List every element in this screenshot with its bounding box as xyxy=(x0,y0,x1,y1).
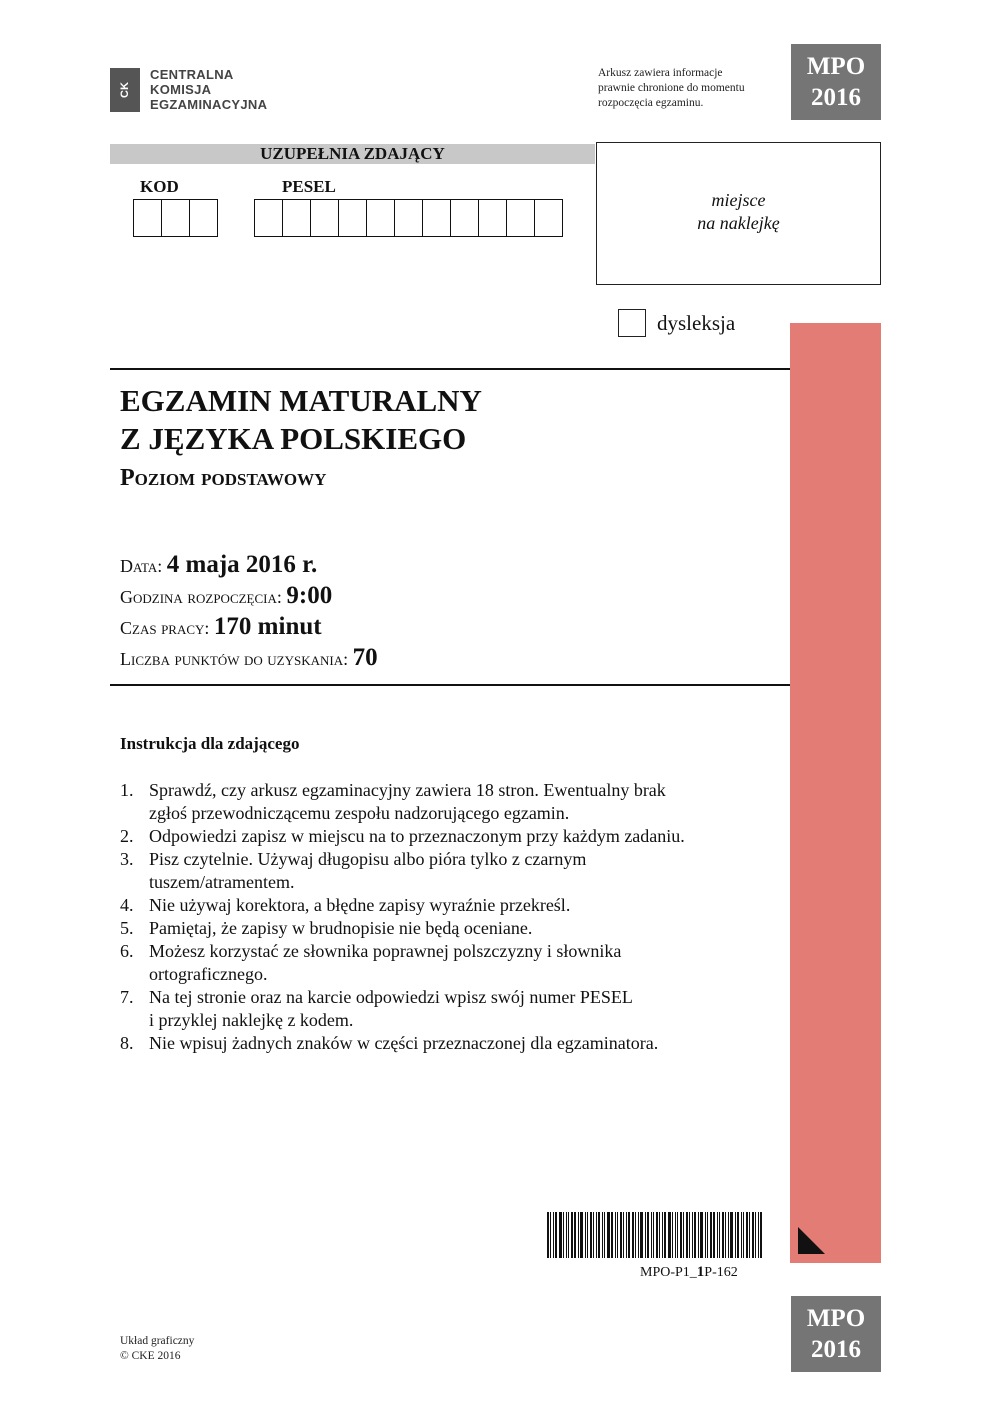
exam-code-badge-bottom xyxy=(791,1296,881,1372)
divider xyxy=(110,368,790,370)
barcode-bar xyxy=(735,1212,736,1258)
barcode-bar xyxy=(741,1212,742,1258)
sticker-label xyxy=(596,189,881,235)
barcode-bar xyxy=(602,1212,603,1258)
footer xyxy=(120,1334,194,1364)
instruction-line: Sprawdź, czy arkusz egzaminacyjny zawiera 18 stron. Ewentualny brak xyxy=(149,780,666,800)
date-label: Data: xyxy=(120,556,163,576)
kod-cell[interactable] xyxy=(162,199,190,237)
barcode-bar xyxy=(760,1212,762,1258)
instruction-line: Pamiętaj, że zapisy w brudnopisie nie będą oceniane. xyxy=(149,918,533,938)
pesel-cell[interactable] xyxy=(395,199,423,237)
pesel-cell[interactable] xyxy=(451,199,479,237)
barcode-code xyxy=(640,1264,738,1281)
kod-cell[interactable] xyxy=(190,199,218,237)
barcode-bar xyxy=(707,1212,708,1258)
instruction-item xyxy=(120,894,780,917)
pesel-cell[interactable] xyxy=(339,199,367,237)
exam-code: MPO xyxy=(806,1305,866,1332)
barcode-bar xyxy=(590,1212,592,1258)
barcode-bar xyxy=(553,1212,554,1258)
instruction-line: Na tej stronie oraz na karcie odpowiedzi wpisz swój numer PESEL xyxy=(149,987,633,1007)
barcode-bar xyxy=(730,1212,733,1258)
start-value: 9:00 xyxy=(286,582,333,609)
barcode-bar xyxy=(752,1212,754,1258)
barcode-bar xyxy=(743,1212,744,1258)
cke-logo-text xyxy=(150,67,267,112)
logo-line: KOMISJA xyxy=(150,82,212,97)
barcode-bar xyxy=(737,1212,739,1258)
barcode-bar xyxy=(672,1212,673,1258)
barcode-bar xyxy=(638,1212,639,1258)
instruction-line: Możesz korzystać ze słownika poprawnej polszczyzny i słownika xyxy=(149,941,622,961)
pesel-cell[interactable] xyxy=(283,199,311,237)
barcode-prefix: MPO-P1_ xyxy=(640,1265,697,1280)
kod-label: KOD xyxy=(140,177,179,196)
exam-duration xyxy=(120,613,322,641)
instruction-text xyxy=(149,986,633,1032)
exam-start-time xyxy=(120,582,332,610)
barcode-bar xyxy=(626,1212,627,1258)
duration-value: 170 minut xyxy=(213,613,322,640)
corner-triangle-icon xyxy=(798,1227,825,1254)
barcode-bar xyxy=(547,1212,549,1258)
cke-logo-mark xyxy=(110,68,140,112)
barcode-bar xyxy=(632,1212,634,1258)
instruction-number: 6. xyxy=(120,941,134,961)
barcode-bar xyxy=(675,1212,676,1258)
instruction-text xyxy=(149,940,621,986)
instruction-item xyxy=(120,917,780,940)
start-label: Godzina rozpoczęcia: xyxy=(120,587,282,607)
barcode-bar xyxy=(758,1212,759,1258)
barcode-bar xyxy=(596,1212,597,1258)
instruction-text xyxy=(149,894,570,917)
points-value: 70 xyxy=(352,644,378,671)
instruction-line: Nie wpisuj żadnych znaków w części przeznaczonej dla egzaminatora. xyxy=(149,1033,659,1053)
logo-line: EGZAMINACYJNA xyxy=(150,97,268,112)
instruction-line: Odpowiedzi zapisz w miejscu na to przeznaczonym przy każdym zadaniu. xyxy=(149,826,685,846)
candidate-fill-label: UZUPEŁNIA ZDAJĄCY xyxy=(260,144,445,163)
sticker-line: miejsce xyxy=(711,190,766,210)
instruction-number: 5. xyxy=(120,918,134,938)
dyslexia-label: dysleksja xyxy=(657,311,736,335)
instruction-number: 3. xyxy=(120,849,134,869)
barcode-bar xyxy=(710,1212,712,1258)
barcode-bar xyxy=(653,1212,654,1258)
date-value: 4 maja 2016 r. xyxy=(166,551,318,578)
barcode-bold: 1 xyxy=(696,1264,705,1280)
exam-date xyxy=(120,551,317,579)
footer-line: © CKE 2016 xyxy=(120,1350,181,1362)
pesel-cell[interactable] xyxy=(535,199,563,237)
duration-label: Czas pracy: xyxy=(120,618,210,638)
barcode-bar xyxy=(635,1212,636,1258)
instruction-text xyxy=(149,1032,658,1055)
barcode-bar xyxy=(574,1212,576,1258)
barcode-bar xyxy=(664,1212,666,1258)
barcode-bar xyxy=(659,1212,660,1258)
exam-code: MPO xyxy=(806,53,866,80)
barcode-bar xyxy=(615,1212,616,1258)
color-strip xyxy=(790,323,881,1263)
pesel-cell[interactable] xyxy=(255,199,283,237)
barcode-bar xyxy=(566,1212,567,1258)
instruction-text xyxy=(149,779,666,825)
barcode-bar xyxy=(587,1212,588,1258)
exam-level: Poziom podstawowy xyxy=(120,465,327,491)
barcode-bar xyxy=(717,1212,718,1258)
barcode-bar xyxy=(700,1212,703,1258)
barcode-bar xyxy=(749,1212,750,1258)
exam-subject: Z JĘZYKA POLSKIEGO xyxy=(120,421,467,456)
barcode-bar xyxy=(585,1212,586,1258)
barcode-bar xyxy=(623,1212,624,1258)
barcode-bar xyxy=(677,1212,678,1258)
barcode-bar xyxy=(728,1212,729,1258)
barcode-bar xyxy=(559,1212,562,1258)
barcode-bar xyxy=(680,1212,682,1258)
barcode-bar xyxy=(719,1212,720,1258)
barcode-bar xyxy=(598,1212,600,1258)
dyslexia-checkbox[interactable] xyxy=(618,309,646,337)
instruction-number: 1. xyxy=(120,780,134,800)
barcode-bar xyxy=(571,1212,573,1258)
exam-code-badge-top xyxy=(791,44,881,120)
barcode-bar xyxy=(755,1212,756,1258)
instruction-line: Nie używaj korektora, a błędne zapisy wyraźnie przekreśl. xyxy=(149,895,571,915)
barcode-bar xyxy=(647,1212,649,1258)
pesel-cell[interactable] xyxy=(479,199,507,237)
barcode-bar xyxy=(668,1212,671,1258)
instruction-item xyxy=(120,1032,780,1055)
barcode-bar xyxy=(722,1212,724,1258)
barcode-bar xyxy=(578,1212,579,1258)
notice-line: Arkusz zawiera informacje xyxy=(598,67,723,79)
barcode-bar xyxy=(617,1212,618,1258)
exam-year: 2016 xyxy=(811,1336,861,1363)
pesel-input[interactable] xyxy=(254,199,563,237)
barcode-suffix: P-162 xyxy=(704,1265,738,1280)
instruction-number: 7. xyxy=(120,987,134,1007)
kod-cell[interactable] xyxy=(134,199,162,237)
barcode-bar xyxy=(683,1212,684,1258)
barcode-bar xyxy=(580,1212,583,1258)
instruction-line: tuszem/atramentem. xyxy=(149,872,295,892)
barcode-bar xyxy=(725,1212,726,1258)
barcode-bar xyxy=(698,1212,699,1258)
instruction-line: i przyklej naklejkę z kodem. xyxy=(149,1010,354,1030)
barcode-bar xyxy=(645,1212,646,1258)
barcode-bar xyxy=(628,1212,630,1258)
instruction-number: 4. xyxy=(120,895,134,915)
barcode-bar xyxy=(746,1212,748,1258)
barcode-bar xyxy=(692,1212,693,1258)
barcode-bar xyxy=(705,1212,706,1258)
instructions-list xyxy=(120,779,780,1055)
barcode-bar xyxy=(694,1212,696,1258)
notice-line: prawnie chronione do momentu xyxy=(598,82,745,94)
barcode-bar xyxy=(713,1212,715,1258)
instruction-line: ortograficznego. xyxy=(149,964,268,984)
barcode-bar xyxy=(563,1212,564,1258)
logo-line: CENTRALNA xyxy=(150,67,234,82)
barcode-bar xyxy=(640,1212,643,1258)
instruction-item xyxy=(120,848,780,894)
barcode-bar xyxy=(550,1212,551,1258)
confidential-notice xyxy=(598,66,745,111)
logo-mark-text: CK xyxy=(119,82,131,98)
points-label: Liczba punktów do uzyskania: xyxy=(120,649,349,669)
pesel-cell[interactable] xyxy=(367,199,395,237)
pesel-cell[interactable] xyxy=(311,199,339,237)
footer-line: Układ graficzny xyxy=(120,1335,195,1347)
divider xyxy=(110,684,790,686)
barcode-bar xyxy=(604,1212,605,1258)
barcode-bar xyxy=(651,1212,652,1258)
notice-line: rozpoczęcia egzaminu. xyxy=(598,97,704,109)
instruction-item xyxy=(120,986,780,1032)
instruction-item xyxy=(120,940,780,986)
instruction-text xyxy=(149,917,532,940)
instruction-line: Pisz czytelnie. Używaj długopisu albo pióra tylko z czarnym xyxy=(149,849,587,869)
pesel-cell[interactable] xyxy=(507,199,535,237)
barcode-bar xyxy=(568,1212,569,1258)
instruction-text xyxy=(149,825,685,848)
instructions-title: Instrukcja dla zdającego xyxy=(120,734,300,753)
barcode-bar xyxy=(656,1212,658,1258)
pesel-label: PESEL xyxy=(282,177,336,196)
barcode-bar xyxy=(611,1212,613,1258)
exam-title: EGZAMIN MATURALNY xyxy=(120,383,482,418)
sticker-line: na naklejkę xyxy=(697,213,780,233)
pesel-cell[interactable] xyxy=(423,199,451,237)
exam-points xyxy=(120,644,378,672)
instruction-number: 8. xyxy=(120,1033,134,1053)
barcode xyxy=(547,1212,765,1258)
exam-year: 2016 xyxy=(811,84,861,111)
kod-input[interactable] xyxy=(133,199,218,237)
instruction-number: 2. xyxy=(120,826,134,846)
barcode-bar xyxy=(555,1212,557,1258)
instruction-item xyxy=(120,779,780,825)
barcode-bar xyxy=(593,1212,594,1258)
barcode-bar xyxy=(662,1212,663,1258)
instruction-item xyxy=(120,825,780,848)
instruction-line: zgłoś przewodniczącemu zespołu nadzorującego egzamin. xyxy=(149,803,570,823)
barcode-bar xyxy=(686,1212,688,1258)
barcode-bar xyxy=(607,1212,610,1258)
barcode-bar xyxy=(620,1212,622,1258)
instruction-text xyxy=(149,848,586,894)
barcode-bar xyxy=(689,1212,690,1258)
